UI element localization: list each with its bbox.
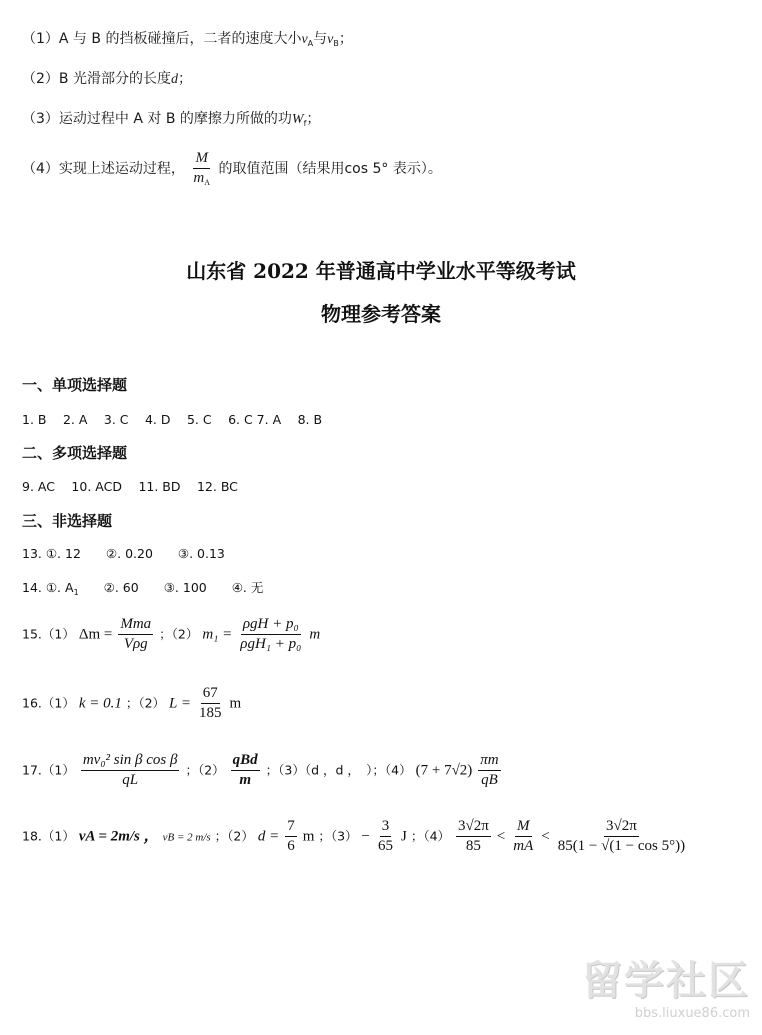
watermark-text: 留学社区	[582, 958, 750, 1004]
answer-14: 14. ①. $A_1$ ②. 60 ③. 100 ④. 无	[22, 580, 264, 597]
fraction-m-over-ma: $\frac{M}{m_A}$	[193, 150, 210, 188]
answers-1-8: 1. B 2. A 3. C 4. D 5. C 6. C 7. A 8. B	[22, 412, 323, 427]
answer-18: 18.（1） vA = 2m/s ， vB = 2 m/s ；（2） d = $\frac{7}{6}$ m ；（3） − $\frac{3}{65}$ J ；（4） $\frac{3√2\pi}{85}$ < $\frac{M}{mA}$ < $\frac{3√2\pi}{85(1 - √(1 - \cos 5^\circ))}$	[22, 818, 686, 855]
answer-16: 16.（1） k = 0.1 ；（2） L = $\frac{67}{185}$ m	[22, 685, 242, 722]
question-2: （2）B 光滑部分的长度d；	[22, 71, 192, 87]
question-4: （4）实现上述运动过程， $\frac{M}{m_A}$ 的取值范围（结果用cos 5° 表示）。	[22, 150, 442, 188]
watermark-logo	[582, 949, 750, 1021]
answer-13: 13. ①. 12 ②. 0.20 ③. 0.13	[22, 546, 225, 561]
page-title: 山东省 2022 年普通高中学业水平等级考试	[186, 259, 576, 283]
section-heading-non-choice: 三、非选择题	[22, 512, 113, 530]
section-heading-multi-choice: 二、多项选择题	[22, 444, 128, 462]
section-heading-single-choice: 一、单项选择题	[22, 376, 128, 394]
question-3: （3）运动过程中 A 对 B 的摩擦力所做的功$W_f$；	[22, 111, 321, 128]
watermark-url: bbs.liuxue86.com	[634, 1006, 750, 1021]
question-1: （1）A 与 B 的挡板碰撞后，二者的速度大小$v_A$与$v_B$；	[22, 31, 353, 48]
answers-9-12: 9. AC 10. ACD 11. BD 12. BC	[22, 479, 238, 494]
answer-17: 17.（1） $\frac{\text{mv₀² sin β cos β}}{qL}$ ；（2） $\frac{\text{qBd}}{m}$ ；（3）（d ，d ， ）；（4） (7 + 7√2) $\frac{\pi m}{qB}$	[22, 752, 499, 789]
page-subtitle: 物理参考答案	[321, 302, 441, 326]
answer-15: 15.（1） Δm = $\frac{\text{Mma}}{\text{Vρg}}$ ；（2） m₁ = $\frac{\text{ρgH + p₀}}{\text{ρgH₁ + p₀}}$ m	[22, 616, 321, 653]
